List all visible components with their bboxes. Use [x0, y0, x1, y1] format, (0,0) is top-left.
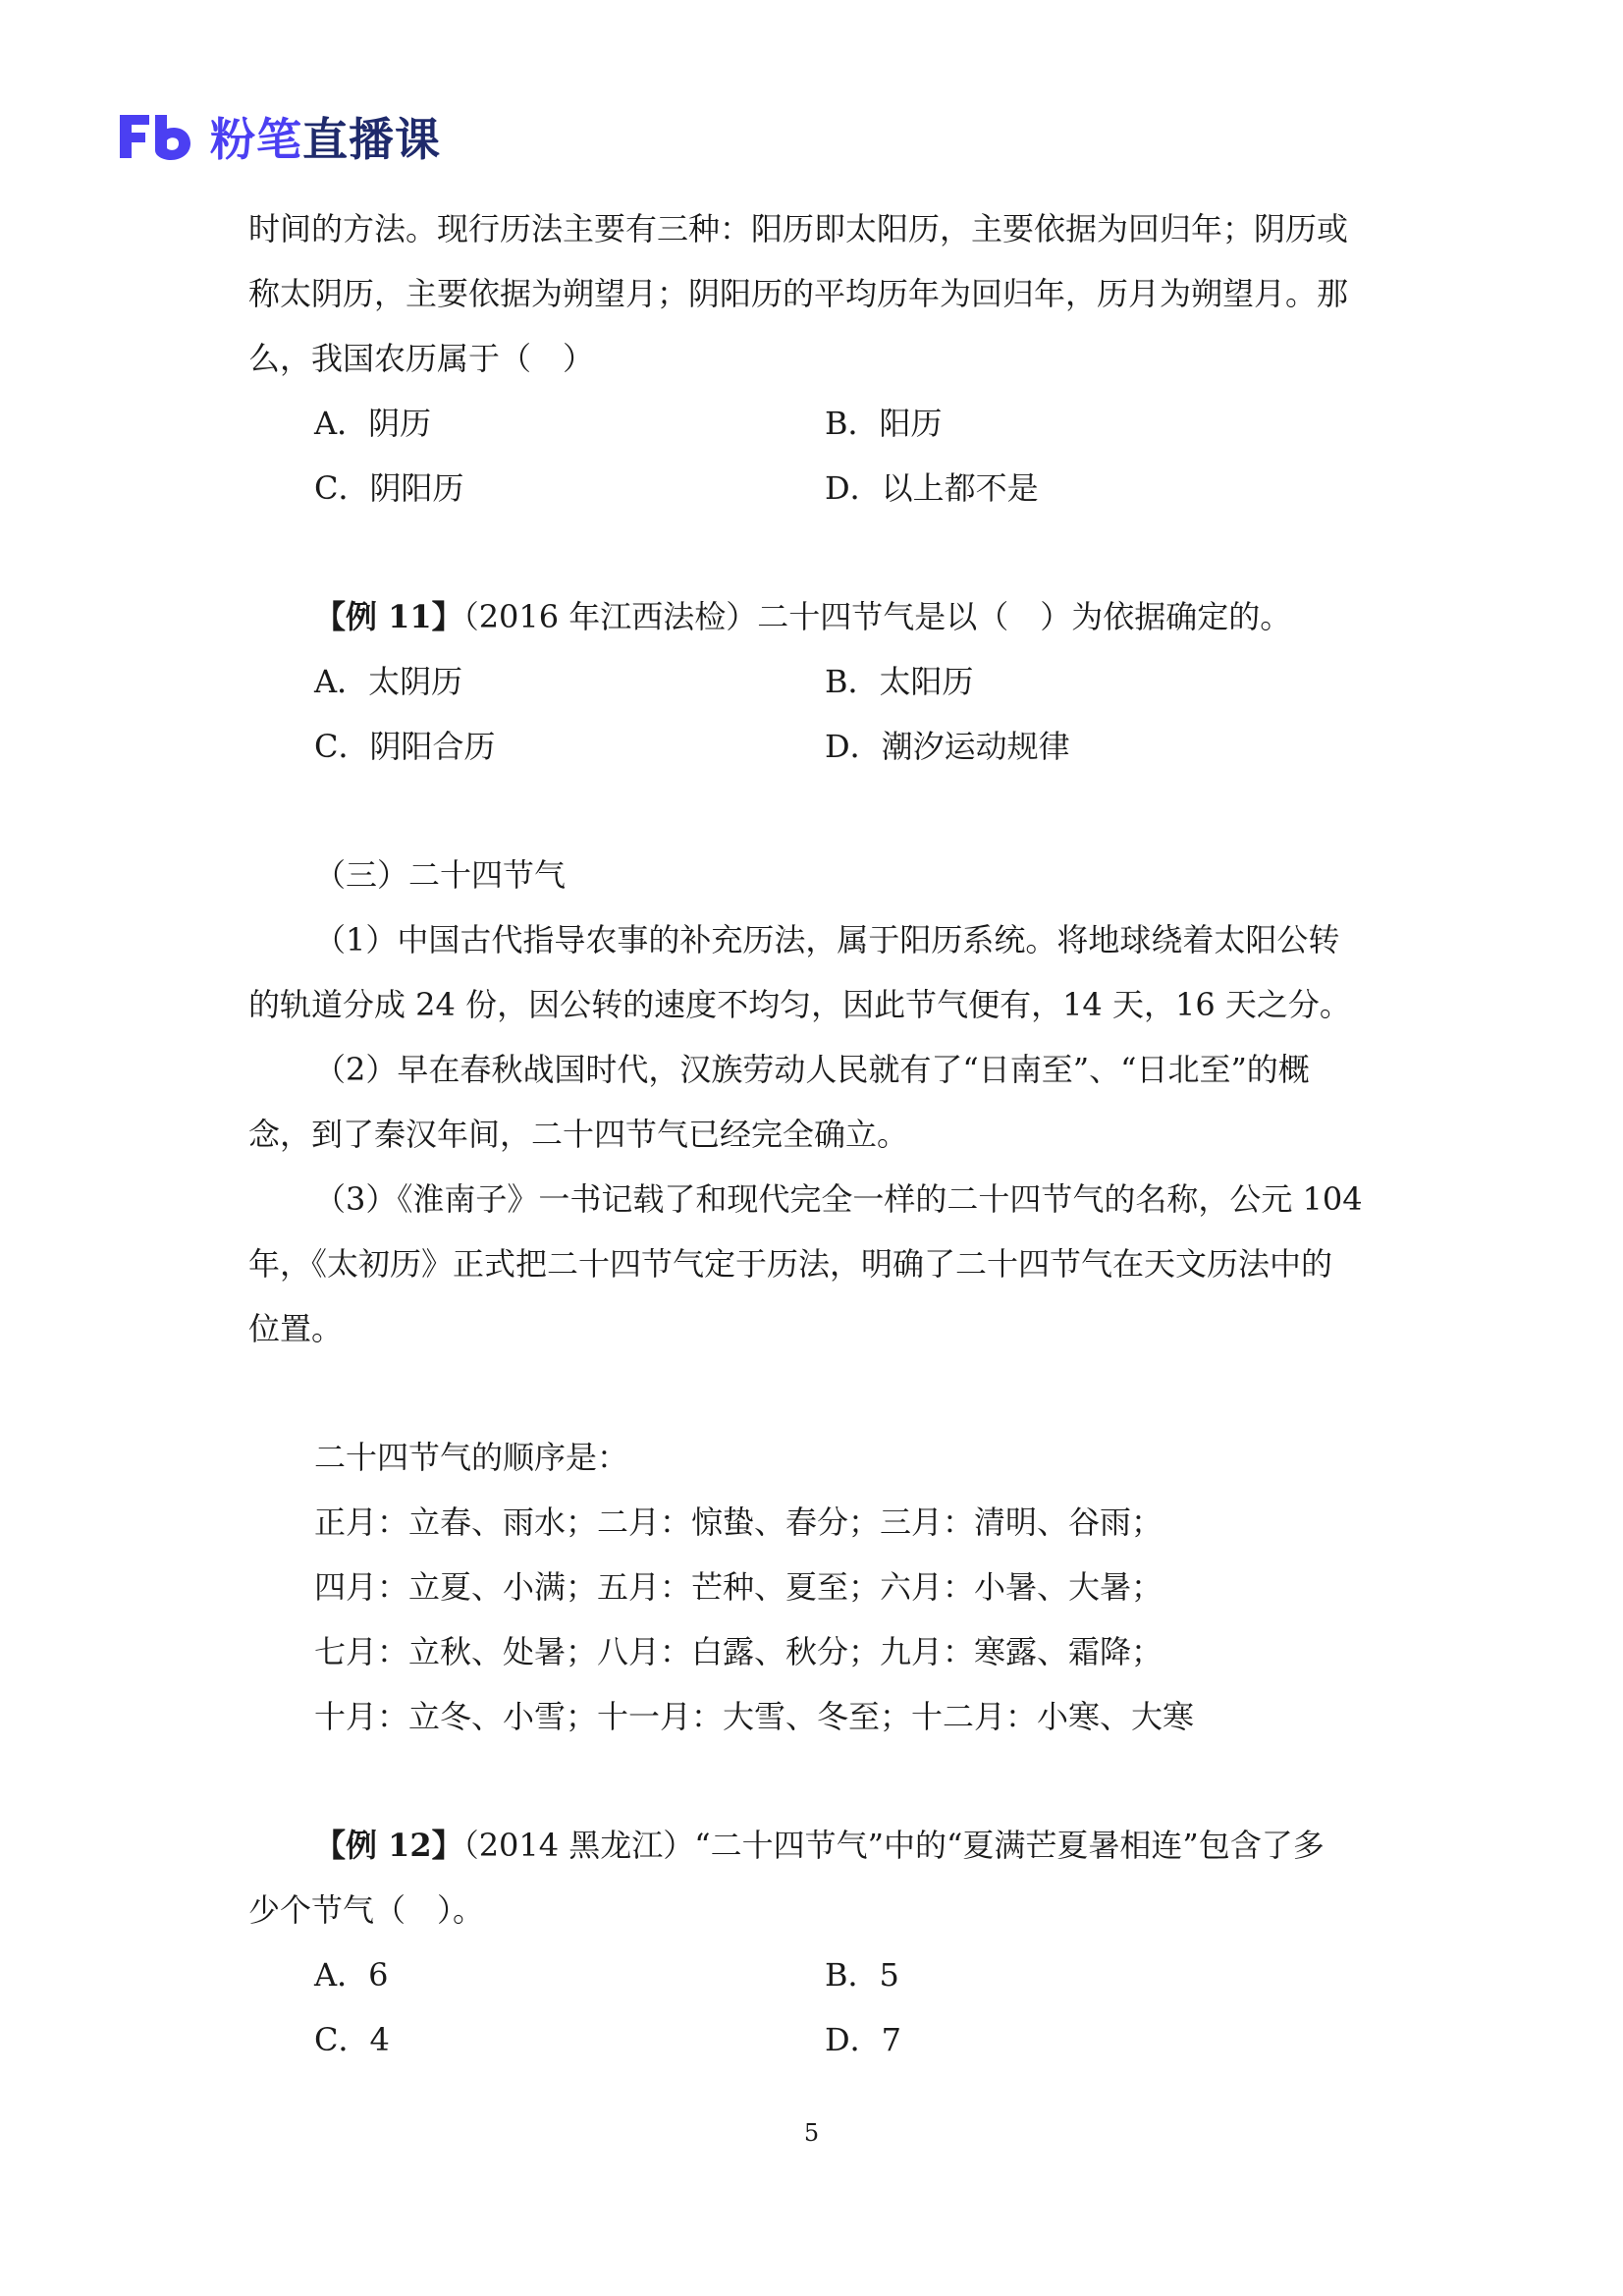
q10-line-2: 称太阴历，主要依据为朔望月；阴阳历的平均历年为回归年，历月为朔望月。那	[248, 275, 1349, 312]
order-line-3: 七月：立秋、处暑；八月：白露、秋分；九月：寒露、霜降；	[314, 1633, 1163, 1670]
section3-para-4: 念，到了秦汉年间，二十四节气已经完全确立。	[248, 1116, 909, 1153]
q10-option-b: B．阳历	[825, 405, 943, 442]
q11-label: 【例 11】	[314, 598, 463, 635]
q11-text: （2016 年江西法检）二十四节气是以（ ）为依据确定的。	[462, 598, 1292, 635]
q11-option-b: B．太阳历	[825, 663, 974, 700]
q12-option-b: B．5	[825, 1956, 899, 1994]
section3-title: （三）二十四节气	[314, 856, 567, 894]
q11-option-a: A．太阴历	[314, 663, 463, 700]
logo-brand: 粉笔	[210, 113, 302, 166]
order-line-1: 正月：立春、雨水；二月：惊蛰、春分；三月：清明、谷雨；	[314, 1503, 1163, 1541]
section3-para-5: （3）《淮南子》一书记载了和现代完全一样的二十四节气的名称，公元 104	[314, 1180, 1363, 1218]
section3-para-3: （2）早在春秋战国时代，汉族劳动人民就有了“日南至”、“日北至”的概	[314, 1051, 1310, 1088]
q12-option-a: A．6	[314, 1956, 389, 1994]
q12-question-line-1	[314, 1826, 1325, 1865]
q12-text-1: （2014 黑龙江）“二十四节气”中的“夏满芒夏暑相连”包含了多	[462, 1827, 1325, 1864]
section3-para-2: 的轨道分成 24 份，因公转的速度不均匀，因此节气便有，14 天，16 天之分。	[248, 986, 1351, 1023]
logo-product: 直播课	[302, 113, 441, 166]
q10-option-d: D．以上都不是	[825, 469, 1039, 507]
order-title: 二十四节气的顺序是：	[314, 1439, 629, 1476]
order-line-4: 十月：立冬、小雪；十一月：大雪、冬至；十二月：小寒、大寒	[314, 1698, 1195, 1735]
order-line-2: 四月：立夏、小满；五月：芒种、夏至；六月：小暑、大暑；	[314, 1568, 1163, 1606]
q11-option-d: D．潮汐运动规律	[825, 728, 1070, 765]
q12-label: 【例 12】	[314, 1827, 463, 1864]
q12-option-d: D．7	[825, 2021, 902, 2058]
section3-para-7: 位置。	[248, 1310, 344, 1347]
section3-para-6: 年，《太初历》正式把二十四节气定于历法，明确了二十四节气在天文历法中的	[248, 1245, 1333, 1283]
q11-option-c: C．阴阳合历	[314, 728, 496, 765]
q12-question-line-2: 少个节气（ ）。	[248, 1891, 485, 1929]
q10-line-3: 么，我国农历属于（ ）	[248, 340, 595, 377]
q10-option-c: C．阴阳历	[314, 469, 464, 507]
q10-line-1: 时间的方法。现行历法主要有三种：阳历即太阳历，主要依据为回归年；阴历或	[248, 210, 1349, 247]
section3-para-1: （1）中国古代指导农事的补充历法，属于阳历系统。将地球绕着太阳公转	[314, 921, 1340, 958]
q11-question	[314, 597, 1291, 636]
q10-option-a: A．阴历	[314, 405, 432, 442]
page-number: 5	[803, 2119, 820, 2147]
q12-option-c: C．4	[314, 2021, 390, 2058]
